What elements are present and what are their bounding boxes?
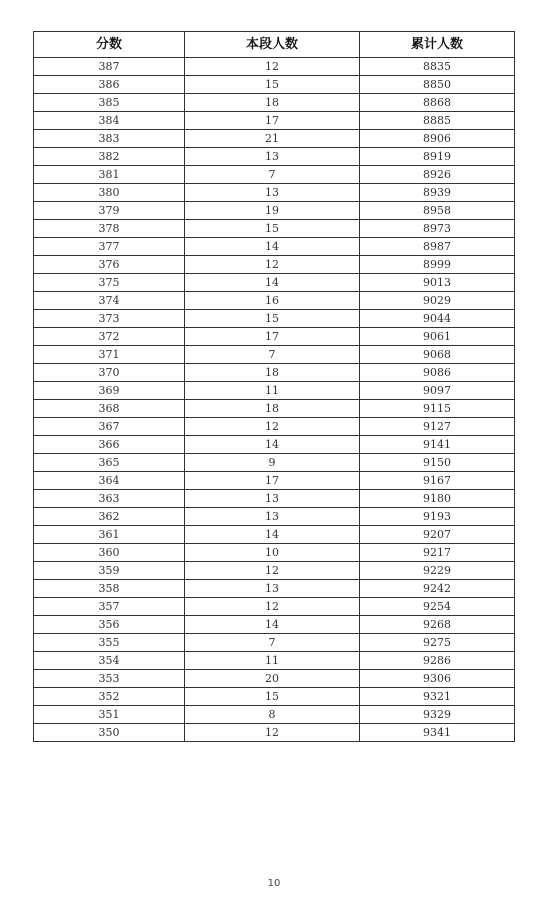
cell-score: 353 (34, 670, 185, 688)
cell-score: 376 (34, 256, 185, 274)
cell-segment-count: 15 (185, 76, 360, 94)
table-row (34, 256, 515, 274)
cell-segment-count: 8 (185, 706, 360, 724)
table-row (34, 346, 515, 364)
table-row (34, 418, 515, 436)
cell-cumulative-count: 9150 (360, 454, 515, 472)
cell-score: 359 (34, 562, 185, 580)
cell-cumulative-count: 8939 (360, 184, 515, 202)
cell-cumulative-count: 9044 (360, 310, 515, 328)
cell-cumulative-count: 9217 (360, 544, 515, 562)
table-row (34, 598, 515, 616)
cell-segment-count: 7 (185, 166, 360, 184)
cell-segment-count: 12 (185, 256, 360, 274)
table-row (34, 580, 515, 598)
cell-cumulative-count: 9013 (360, 274, 515, 292)
table-body (34, 58, 515, 742)
cell-score: 381 (34, 166, 185, 184)
cell-score: 363 (34, 490, 185, 508)
cell-score: 366 (34, 436, 185, 454)
cell-segment-count: 14 (185, 274, 360, 292)
header-score: 分数 (34, 32, 185, 58)
cell-cumulative-count: 8850 (360, 76, 515, 94)
cell-score: 365 (34, 454, 185, 472)
score-distribution-table (33, 31, 515, 742)
cell-segment-count: 21 (185, 130, 360, 148)
cell-segment-count: 14 (185, 436, 360, 454)
cell-cumulative-count: 9268 (360, 616, 515, 634)
table-row (34, 400, 515, 418)
cell-segment-count: 12 (185, 724, 360, 742)
cell-cumulative-count: 9167 (360, 472, 515, 490)
cell-score: 360 (34, 544, 185, 562)
cell-score: 374 (34, 292, 185, 310)
cell-score: 369 (34, 382, 185, 400)
cell-cumulative-count: 9275 (360, 634, 515, 652)
cell-score: 386 (34, 76, 185, 94)
cell-segment-count: 19 (185, 202, 360, 220)
table-row (34, 508, 515, 526)
cell-segment-count: 14 (185, 526, 360, 544)
table-row (34, 706, 515, 724)
cell-segment-count: 13 (185, 580, 360, 598)
cell-segment-count: 13 (185, 184, 360, 202)
cell-score: 350 (34, 724, 185, 742)
table-row (34, 274, 515, 292)
table-row (34, 94, 515, 112)
table-row (34, 292, 515, 310)
table-row (34, 670, 515, 688)
cell-score: 358 (34, 580, 185, 598)
cell-cumulative-count: 9141 (360, 436, 515, 454)
cell-cumulative-count: 9286 (360, 652, 515, 670)
table-row (34, 364, 515, 382)
cell-cumulative-count: 9061 (360, 328, 515, 346)
cell-score: 387 (34, 58, 185, 76)
cell-cumulative-count: 9086 (360, 364, 515, 382)
cell-score: 385 (34, 94, 185, 112)
cell-score: 373 (34, 310, 185, 328)
cell-score: 356 (34, 616, 185, 634)
cell-score: 364 (34, 472, 185, 490)
cell-segment-count: 11 (185, 652, 360, 670)
cell-segment-count: 7 (185, 634, 360, 652)
cell-segment-count: 15 (185, 310, 360, 328)
table-row (34, 724, 515, 742)
cell-segment-count: 7 (185, 346, 360, 364)
cell-cumulative-count: 9097 (360, 382, 515, 400)
table-row (34, 382, 515, 400)
cell-score: 362 (34, 508, 185, 526)
table-row (34, 472, 515, 490)
cell-cumulative-count: 9193 (360, 508, 515, 526)
cell-segment-count: 20 (185, 670, 360, 688)
cell-cumulative-count: 8885 (360, 112, 515, 130)
cell-segment-count: 16 (185, 292, 360, 310)
header-cumulative-count: 累计人数 (360, 32, 515, 58)
table-row (34, 490, 515, 508)
table-header-row (34, 32, 515, 58)
cell-score: 371 (34, 346, 185, 364)
table-row (34, 634, 515, 652)
cell-segment-count: 12 (185, 418, 360, 436)
cell-score: 351 (34, 706, 185, 724)
cell-cumulative-count: 9254 (360, 598, 515, 616)
cell-cumulative-count: 8926 (360, 166, 515, 184)
table-row (34, 202, 515, 220)
table-row (34, 544, 515, 562)
table-row (34, 526, 515, 544)
cell-score: 355 (34, 634, 185, 652)
cell-segment-count: 18 (185, 94, 360, 112)
table-row (34, 166, 515, 184)
cell-score: 383 (34, 130, 185, 148)
cell-segment-count: 15 (185, 220, 360, 238)
cell-segment-count: 14 (185, 238, 360, 256)
table-row (34, 184, 515, 202)
cell-segment-count: 13 (185, 508, 360, 526)
cell-score: 352 (34, 688, 185, 706)
cell-segment-count: 17 (185, 112, 360, 130)
cell-score: 357 (34, 598, 185, 616)
table-row (34, 454, 515, 472)
cell-segment-count: 15 (185, 688, 360, 706)
table-row (34, 148, 515, 166)
table-row (34, 328, 515, 346)
cell-segment-count: 9 (185, 454, 360, 472)
cell-cumulative-count: 9115 (360, 400, 515, 418)
cell-segment-count: 17 (185, 328, 360, 346)
table-row (34, 220, 515, 238)
cell-segment-count: 12 (185, 58, 360, 76)
cell-segment-count: 13 (185, 148, 360, 166)
table-row (34, 58, 515, 76)
cell-score: 379 (34, 202, 185, 220)
cell-score: 377 (34, 238, 185, 256)
table-row (34, 616, 515, 634)
cell-score: 368 (34, 400, 185, 418)
cell-segment-count: 13 (185, 490, 360, 508)
cell-cumulative-count: 8999 (360, 256, 515, 274)
cell-cumulative-count: 8919 (360, 148, 515, 166)
cell-cumulative-count: 9127 (360, 418, 515, 436)
cell-score: 354 (34, 652, 185, 670)
cell-cumulative-count: 8973 (360, 220, 515, 238)
cell-cumulative-count: 9180 (360, 490, 515, 508)
cell-score: 367 (34, 418, 185, 436)
cell-segment-count: 11 (185, 382, 360, 400)
table-row (34, 238, 515, 256)
cell-cumulative-count: 8906 (360, 130, 515, 148)
cell-cumulative-count: 9329 (360, 706, 515, 724)
cell-segment-count: 17 (185, 472, 360, 490)
cell-cumulative-count: 9341 (360, 724, 515, 742)
cell-cumulative-count: 8987 (360, 238, 515, 256)
cell-score: 380 (34, 184, 185, 202)
table-row (34, 688, 515, 706)
cell-segment-count: 10 (185, 544, 360, 562)
cell-segment-count: 12 (185, 598, 360, 616)
table-row (34, 76, 515, 94)
table-row (34, 310, 515, 328)
cell-segment-count: 14 (185, 616, 360, 634)
cell-score: 384 (34, 112, 185, 130)
header-segment-count: 本段人数 (185, 32, 360, 58)
table-row (34, 562, 515, 580)
table-row (34, 112, 515, 130)
cell-segment-count: 18 (185, 400, 360, 418)
cell-cumulative-count: 8958 (360, 202, 515, 220)
cell-score: 378 (34, 220, 185, 238)
cell-score: 370 (34, 364, 185, 382)
table-row (34, 652, 515, 670)
cell-score: 382 (34, 148, 185, 166)
cell-cumulative-count: 9229 (360, 562, 515, 580)
table-row (34, 130, 515, 148)
table-row (34, 436, 515, 454)
cell-cumulative-count: 9242 (360, 580, 515, 598)
cell-cumulative-count: 9029 (360, 292, 515, 310)
cell-score: 375 (34, 274, 185, 292)
cell-cumulative-count: 9068 (360, 346, 515, 364)
cell-segment-count: 12 (185, 562, 360, 580)
cell-cumulative-count: 9321 (360, 688, 515, 706)
cell-cumulative-count: 9306 (360, 670, 515, 688)
cell-score: 361 (34, 526, 185, 544)
cell-segment-count: 18 (185, 364, 360, 382)
cell-cumulative-count: 8868 (360, 94, 515, 112)
cell-score: 372 (34, 328, 185, 346)
page-number: 10 (267, 878, 281, 889)
cell-cumulative-count: 8835 (360, 58, 515, 76)
cell-cumulative-count: 9207 (360, 526, 515, 544)
